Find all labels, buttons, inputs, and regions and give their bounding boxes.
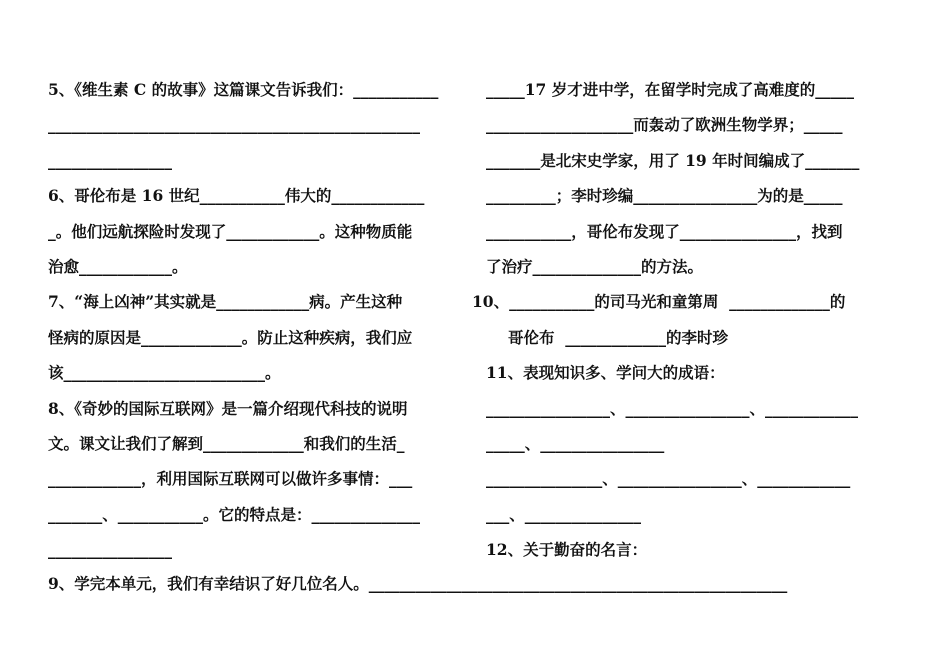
q9-cont-line-4: _________；李时珍编________________为的是_____: [486, 186, 843, 206]
q7-line-2: 怪病的原因是_____________。防止这种疾病，我们应: [48, 327, 413, 347]
left-column: [48, 72, 466, 567]
q8-line-3: ____________，利用国际互联网可以做许多事情：___: [48, 469, 413, 489]
q10-line-2: 哥伦布 _____________的李时珍: [508, 327, 729, 347]
q5-line-1: 5、《维生素 C 的故事》这篇课文告诉我们：___________: [48, 80, 439, 99]
q9-line: 9、学完本单元，我们有幸结识了好几位名人。______________________________________________________: [48, 574, 788, 593]
q8-line-1: 8、《奇妙的国际互联网》是一篇介绍现代科技的说明: [48, 398, 408, 418]
q11-line-4: ___、_______________: [486, 504, 642, 524]
q9-cont-line-3: _______是北宋史学家，用了 19 年时间编成了_______: [486, 150, 860, 170]
q8-line-4: _______、___________。它的特点是：______________: [48, 504, 421, 524]
q7-line-3: 该__________________________。: [48, 363, 281, 383]
q8-line-2: 文。课文让我们了解到_____________和我们的生活_: [48, 433, 405, 453]
q6-line-1: 6、哥伦布是 16 世纪___________伟大的____________: [48, 186, 425, 206]
q11-line-3: _______________、________________、____________: [486, 469, 851, 489]
q8-line-5: ________________: [48, 540, 172, 560]
q9-cont-line-1: _____17 岁才进中学，在留学时完成了高难度的_____: [486, 80, 854, 99]
q5-line-3: ________________: [48, 150, 172, 170]
q12-title: 12、关于勤奋的名言：: [486, 540, 648, 560]
q11-line-2: _____、________________: [486, 433, 665, 453]
right-column: [472, 72, 904, 567]
q6-line-2: _。他们远航探险时发现了____________。这种物质能: [48, 221, 413, 241]
q10-line-1: 10、___________的司马光和童第周 _____________的: [472, 292, 846, 312]
q5-line-2: ________________________________________________: [48, 115, 420, 135]
q11-line-1: ________________、________________、____________: [486, 398, 859, 418]
q11-title: 11、表现知识多、学问大的成语：: [486, 363, 725, 383]
q9-cont-line-6: 了治疗______________的方法。: [486, 256, 704, 276]
q6-line-3: 治愈____________。: [48, 256, 188, 276]
q7-line-1: 7、“海上凶神”其实就是____________病。产生这种: [48, 292, 403, 312]
q9-cont-line-5: ___________，哥伦布发现了_______________，找到: [486, 221, 843, 241]
q9-cont-line-2: ___________________而轰动了欧洲生物学界；_____: [486, 115, 843, 135]
